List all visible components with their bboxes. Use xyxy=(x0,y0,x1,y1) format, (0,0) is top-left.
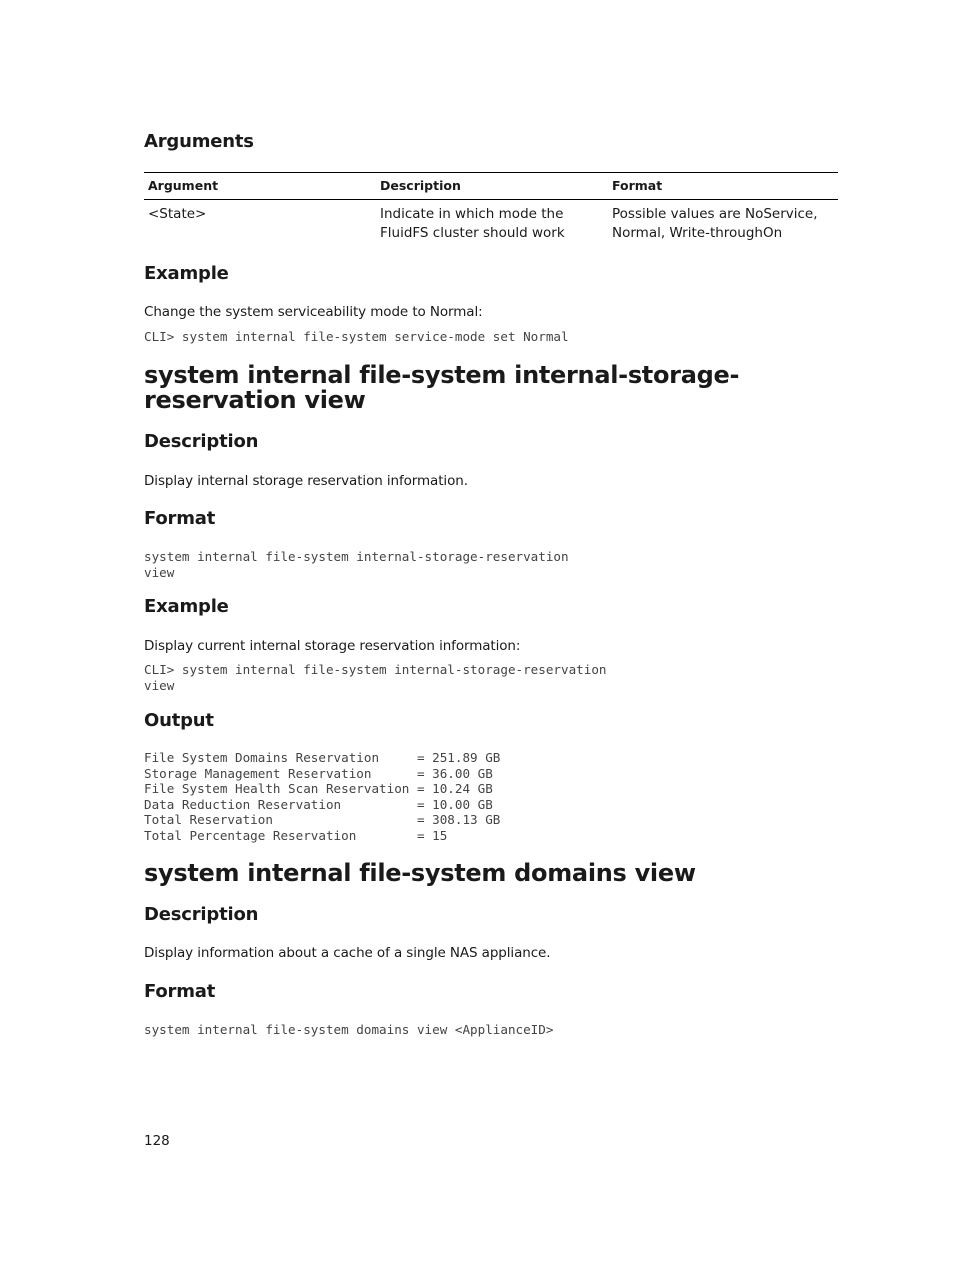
example-text: Display current internal storage reservation information: xyxy=(144,638,521,654)
header-format: Format xyxy=(612,178,663,193)
example-code: CLI> system internal file-system service-mode set Normal xyxy=(144,329,569,344)
section-title-internal-storage-reservation: system internal file-system internal-storage-reservation view xyxy=(144,361,740,414)
format-heading: Format xyxy=(144,981,216,1002)
table-header-row xyxy=(144,172,838,200)
cell-argument: <State> xyxy=(148,206,207,222)
format-code: system internal file-system internal-storage-reservation view xyxy=(144,549,569,580)
description-text: Display information about a cache of a single NAS appliance. xyxy=(144,945,551,961)
cell-format: Possible values are NoService, Normal, Write-throughOn xyxy=(612,206,818,241)
output-code: File System Domains Reservation = 251.89 GB Storage Management Reservation = 36.00 GB File System Health Scan Reservation = 10.24 GB Data Reduction Reservation = 10.00 GB Total Reservation = 308.13 GB Total Percentage Reservation = 15 xyxy=(144,750,501,843)
header-argument: Argument xyxy=(148,178,219,193)
example-text: Change the system serviceability mode to Normal: xyxy=(144,304,483,320)
cell-description: Indicate in which mode the FluidFS cluster should work xyxy=(380,206,565,241)
description-text: Display internal storage reservation information. xyxy=(144,473,468,489)
output-heading: Output xyxy=(144,710,214,731)
description-heading: Description xyxy=(144,904,259,925)
format-code: system internal file-system domains view <ApplianceID> xyxy=(144,1022,554,1037)
example-heading: Example xyxy=(144,263,229,284)
section-title-domains-view: system internal file-system domains view xyxy=(144,859,696,887)
arguments-table xyxy=(144,172,838,246)
table-row xyxy=(144,200,838,246)
header-description: Description xyxy=(380,178,461,193)
example-code: CLI> system internal file-system internal-storage-reservation view xyxy=(144,662,607,693)
description-heading: Description xyxy=(144,431,259,452)
arguments-heading: Arguments xyxy=(144,131,254,152)
format-heading: Format xyxy=(144,508,216,529)
page-number: 128 xyxy=(144,1133,170,1149)
example-heading: Example xyxy=(144,596,229,617)
